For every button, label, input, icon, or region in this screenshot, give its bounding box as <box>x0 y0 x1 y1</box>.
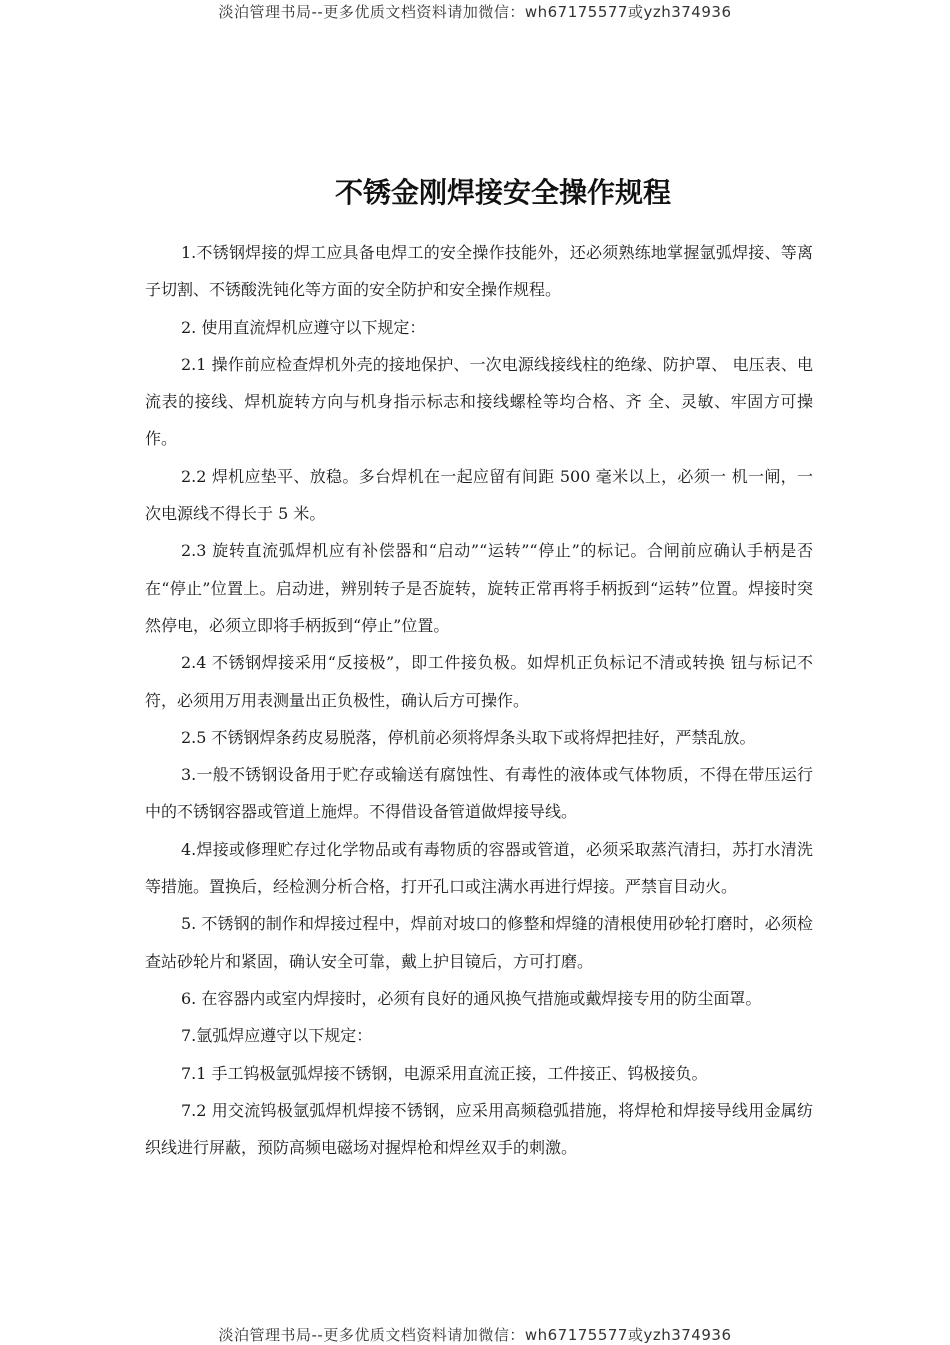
paragraph-2-4: 2.4 不锈钢焊接采用“反接极”，即工件接负极。如焊机正负标记不清或转换 钮与标记不符，必须用万用表测量出正负极性，确认后方可操作。 <box>145 653 813 710</box>
paragraph-6: 6. 在容器内或室内焊接时，必须有良好的通风换气措施或戴焊接专用的防尘面罩。 <box>181 988 762 1008</box>
paragraph-2: 2. 使用直流焊机应遵守以下规定： <box>181 317 426 337</box>
document-body <box>145 234 813 1166</box>
paragraph-7: 7.氩弧焊应遵守以下规定： <box>181 1026 373 1046</box>
paragraph-7-1: 7.1 手工钨极氩弧焊接不锈钢，电源采用直流正接，工件接正、钨极接负。 <box>181 1063 708 1083</box>
paragraph-2-2: 2.2 焊机应垫平、放稳。多台焊机在一起应留有间距 500 毫米以上，必须一 机一闸，一次电源线不得长于 5 米。 <box>145 466 813 524</box>
paragraph-5: 5. 不锈钢的制作和焊接过程中，焊前对坡口的修整和焊缝的清根使用砂轮打磨时，必须检查站砂轮片和紧固，确认安全可靠，戴上护目镜后，方可打磨。 <box>145 914 813 971</box>
paragraph-7-2: 7.2 用交流钨极氩弧焊机焊接不锈钢，应采用高频稳弧措施，将焊枪和焊接导线用金属纺织线进行屏蔽，预防高频电磁场对握焊枪和焊丝双手的刺激。 <box>145 1100 813 1158</box>
document-title: 不锈金刚焊接安全操作规程 <box>334 175 671 209</box>
footer-watermark-note: 淡泊管理书局--更多优质文档资料请加微信：wh67175577或yzh374936 <box>218 1326 732 1344</box>
paragraph-1: 1.不锈钢焊接的焊工应具备电焊工的安全操作技能外，还必须熟练地掌握氩弧焊接、等离子切割、不锈酸洗钝化等方面的安全防护和安全操作规程。 <box>145 243 813 300</box>
paragraph-2-1: 2.1 操作前应检查焊机外壳的接地保护、一次电源线接线柱的绝缘、防护罩、 电压表、电流表的接线、焊机旋转方向与机身指示标志和接线螺栓等均合格、齐 全、灵敏、牢固方可操作。 <box>145 354 813 449</box>
paragraph-2-3: 2.3 旋转直流弧焊机应有补偿器和“启动”“运转”“停止”的标记。合闸前应确认手柄是否在“停止”位置上。启动进，辨别转子是否旋转，旋转正常再将手柄扳到“运转”位置。焊接时突然停电，必须立即将手柄扳到“停止”位置。 <box>145 541 813 635</box>
paragraph-2-5: 2.5 不锈钢焊条药皮易脱落，停机前必须将焊条头取下或将焊把挂好，严禁乱放。 <box>181 727 756 747</box>
header-watermark-note: 淡泊管理书局--更多优质文档资料请加微信：wh67175577或yzh374936 <box>218 3 732 21</box>
paragraph-3: 3.一般不锈钢设备用于贮存或输送有腐蚀性、有毒性的液体或气体物质，不得在带压运行中的不锈钢容器或管道上施焊。不得借设备管道做焊接导线。 <box>145 765 813 822</box>
paragraph-4: 4.焊接或修理贮存过化学物品或有毒物质的容器或管道，必须采取蒸汽清扫，苏打水清洗等措施。置换后，经检测分析合格，打开孔口或注满水再进行焊接。严禁盲目动火。 <box>145 839 813 897</box>
